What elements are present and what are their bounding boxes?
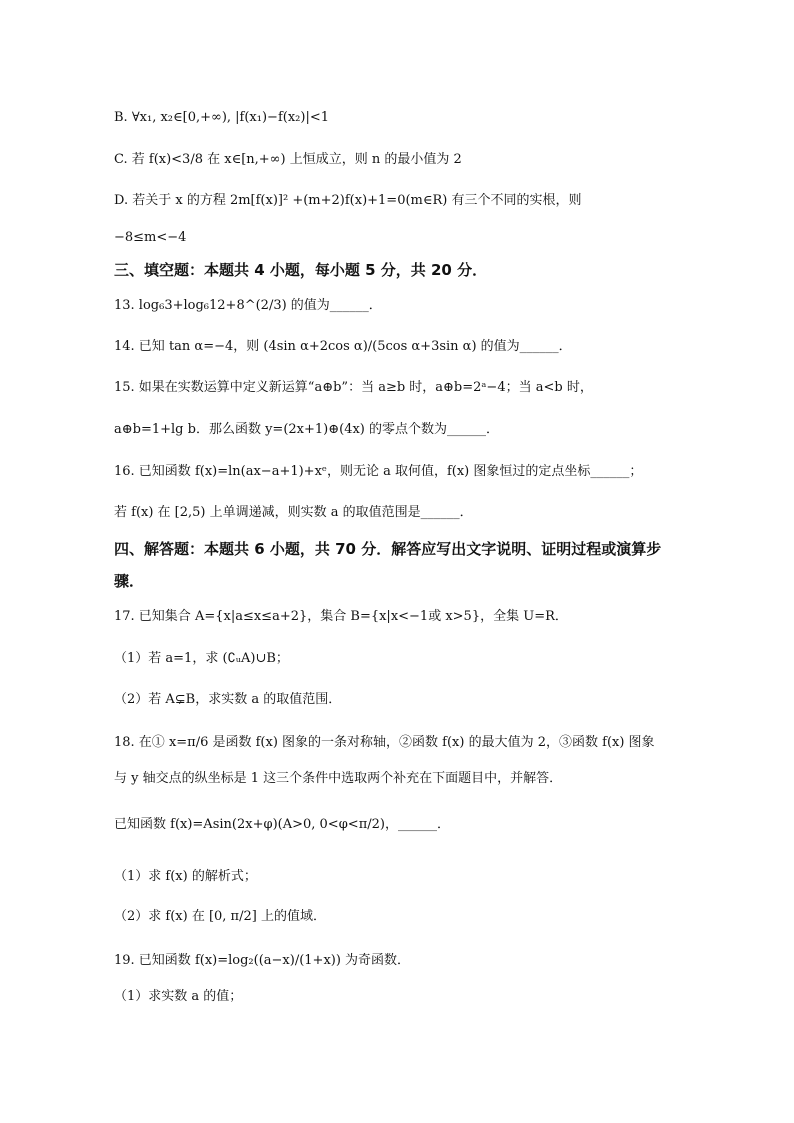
- question-18-part-2: （2）求 f(x) 在 [0, π/2] 上的值域．: [114, 909, 326, 924]
- option-d: D. 若关于 x 的方程 2m[f(x)]² +(m+2)f(x)+1=0(m∈R) 有三个不同的实根，则: [114, 193, 582, 208]
- question-18-stem: 已知函数 f(x)=Asin(2x+φ)(A>0, 0<φ<π/2)，______．: [114, 817, 450, 832]
- question-17-part-1: （1）若 a=1，求 (∁ᵤA)∪B；: [114, 651, 289, 666]
- question-14: 14. 已知 tan α=−4，则 (4sin α+2cos α)/(5cos α+3sin α) 的值为______．: [114, 339, 572, 354]
- option-b: B. ∀x₁, x₂∈[0,+∞), |f(x₁)−f(x₂)|<1: [114, 110, 329, 125]
- question-15: 15. 如果在实数运算中定义新运算“a⊕b”：当 a≥b 时，a⊕b=2ᵃ−4；当 a<b 时，: [114, 380, 593, 395]
- option-d-cont: −8≤m<−4: [114, 230, 187, 245]
- question-18-part-1: （1）求 f(x) 的解析式；: [114, 869, 257, 884]
- option-c: C. 若 f(x)<3/8 在 x∈[n,+∞) 上恒成立，则 n 的最小值为 2: [114, 152, 462, 167]
- section-fill-in-heading: 三、填空题：本题共 4 小题，每小题 5 分，共 20 分．: [114, 261, 488, 279]
- question-18: 18. 在① x=π/6 是函数 f(x) 图象的一条对称轴，②函数 f(x) 的最大值为 2，③函数 f(x) 图象: [114, 735, 655, 750]
- question-13: 13. log₆3+log₆12+8^(2/3) 的值为______．: [114, 298, 382, 313]
- question-17: 17. 已知集合 A={x|a≤x≤a+2}，集合 B={x|x<−1或 x>5}，全集 U=R．: [114, 609, 568, 624]
- question-19: 19. 已知函数 f(x)=log₂((a−x)/(1+x)) 为奇函数．: [114, 953, 411, 968]
- section-answer-heading-cont: 骤．: [114, 572, 145, 590]
- question-17-part-2: （2）若 A⊊B，求实数 a 的取值范围．: [114, 692, 342, 707]
- question-18-cont: 与 y 轴交点的纵坐标是 1 这三个条件中选取两个补充在下面题目中，并解答．: [114, 771, 563, 786]
- question-16-cont: 若 f(x) 在 [2,5) 上单调递减，则实数 a 的取值范围是______．: [114, 505, 473, 520]
- question-16: 16. 已知函数 f(x)=ln(ax−a+1)+xᵉ，则无论 a 取何值，f(x) 图象恒过的定点坐标______；: [114, 464, 643, 479]
- question-15-cont: a⊕b=1+lg b．那么函数 y=(2x+1)⊕(4x) 的零点个数为______．: [114, 422, 500, 437]
- question-19-part-1: （1）求实数 a 的值；: [114, 989, 243, 1004]
- section-answer-heading: 四、解答题：本题共 6 小题，共 70 分．解答应写出文字说明、证明过程或演算步: [114, 540, 662, 558]
